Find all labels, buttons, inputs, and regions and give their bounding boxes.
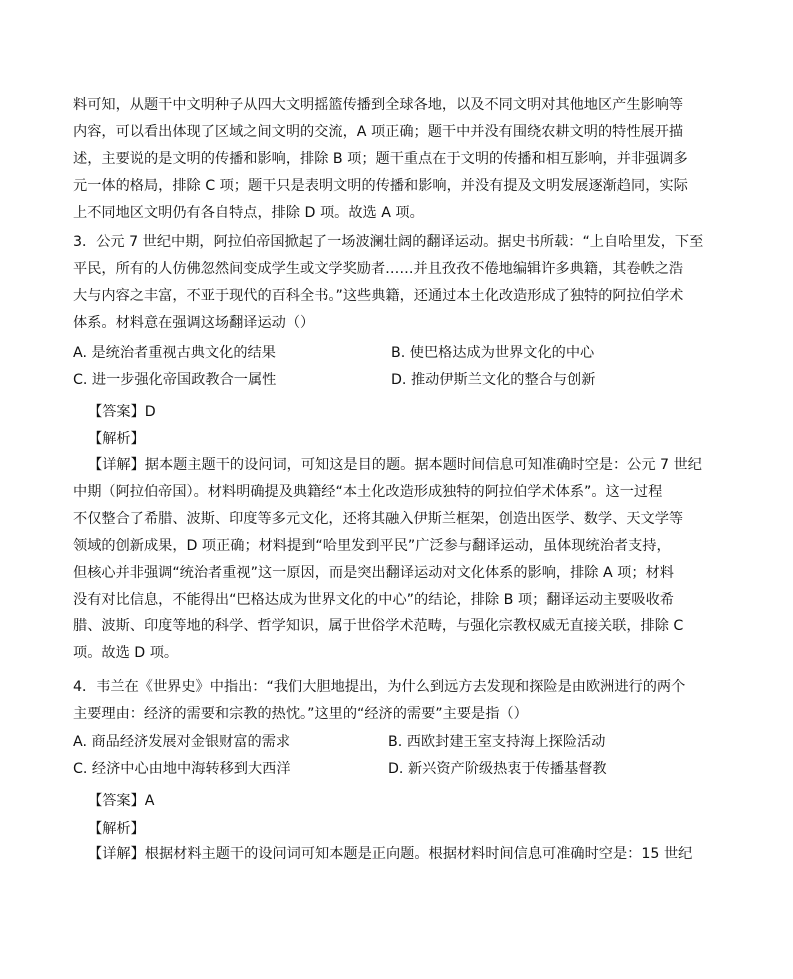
text-line: 4．韦兰在《世界史》中指出：“我们大胆地提出，为什么到远方去发现和探险是由欧洲进行的两个 (73, 679, 686, 695)
text-line: 没有对比信息，不能得出“巴格达成为世界文化的中心”的结论，排除 B 项；翻译运动主要吸收希 (73, 591, 674, 608)
text-line: 3．公元 7 世纪中期，阿拉伯帝国掀起了一场波澜壮阔的翻译运动。据史书所载：“上自哈里发，下至 (73, 234, 704, 250)
text-line: 述，主要说的是文明的传播和影响，排除 B 项；题干重点在于文明的传播和相互影响，并非强调多 (73, 150, 688, 167)
text-line: 大与内容之丰富，不亚于现代的百科全书。”这些典籍，还通过本土化改造形成了独特的阿拉伯学术 (73, 287, 684, 304)
question-4-analysis-label: 【解析】 (88, 821, 145, 837)
text-line: 腊、波斯、印度等地的科学、哲学知识，属于世俗学术范畴，与强化宗教权威无直接关联，排除 C (73, 618, 684, 635)
text-line: 内容，可以看出体现了区域之间文明的交流，A 项正确；题干中并没有围绕农耕文明的特性展开描 (73, 123, 684, 140)
question-4-option-a: A. 商品经济发展对金银财富的需求 (73, 734, 291, 750)
text-line: 中期（阿拉伯帝国）。材料明确提及典籍经“本土化改造形成独特的阿拉伯学术体系”。这一过程 (73, 484, 663, 500)
question-3-option-d: D. 推动伊斯兰文化的整合与创新 (391, 372, 596, 388)
question-3-option-c: C. 进一步强化帝国政教合一属性 (73, 372, 277, 388)
text-line: 料可知，从题干中文明种子从四大文明摇篮传播到全球各地，以及不同文明对其他地区产生影响等 (73, 97, 684, 113)
text-line: 不仅整合了希腊、波斯、印度等多元文化，还将其融入伊斯兰框架，创造出医学、数学、天文学等 (73, 510, 684, 527)
previous-explanation (73, 92, 713, 226)
question-4-detail (88, 841, 713, 868)
question-3-answer: 【答案】D (88, 404, 156, 420)
text-line: 体系。材料意在强调这场翻译运动（） (73, 314, 315, 331)
question-4-option-d: D. 新兴资产阶级热衷于传播基督教 (388, 761, 607, 777)
text-line: 主要理由：经济的需要和宗教的热忱。”这里的“经济的需要”主要是指（） (73, 705, 528, 722)
question-4-answer: 【答案】A (88, 793, 155, 809)
question-3-analysis-label: 【解析】 (88, 431, 145, 447)
question-4-stem (73, 674, 713, 728)
text-line: 【详解】根据材料主题干的设问词可知本题是正向题。根据材料时间信息可准确时空是：15 世纪 (88, 846, 693, 862)
text-line: 项。故选 D 项。 (73, 645, 179, 662)
question-3-stem (73, 229, 713, 337)
text-line: 上不同地区文明仍有各自特点，排除 D 项。故选 A 项。 (73, 204, 424, 221)
question-3-detail-cont (73, 479, 713, 667)
question-3-option-a: A. 是统治者重视古典文化的结果 (73, 345, 276, 361)
text-line: 元一体的格局，排除 C 项；题干只是表明文明的传播和影响，并没有提及文明发展逐渐趋同，实际 (73, 177, 688, 194)
question-3-option-b: B. 使巴格达成为世界文化的中心 (391, 345, 595, 361)
text-line: 平民，所有的人仿佛忽然间变成学生或文学奖励者……并且孜孜不倦地编辑许多典籍，其卷帙之浩 (73, 260, 684, 277)
text-line: 【详解】据本题主题干的设问词，可知这是目的题。据本题时间信息可知准确时空是：公元 7 世纪 (88, 457, 702, 473)
question-4-option-b: B. 西欧封建王室支持海上探险活动 (388, 734, 606, 750)
question-3-detail (88, 452, 713, 479)
text-line: 但核心并非强调“统治者重视”这一原因，而是突出翻译运动对文化体系的影响，排除 A 项；材料 (73, 564, 674, 581)
question-4-option-c: C. 经济中心由地中海转移到大西洋 (73, 761, 291, 777)
text-line: 领域的创新成果，D 项正确；材料提到“哈里发到平民”广泛参与翻译运动，虽体现统治者支持， (73, 537, 671, 554)
